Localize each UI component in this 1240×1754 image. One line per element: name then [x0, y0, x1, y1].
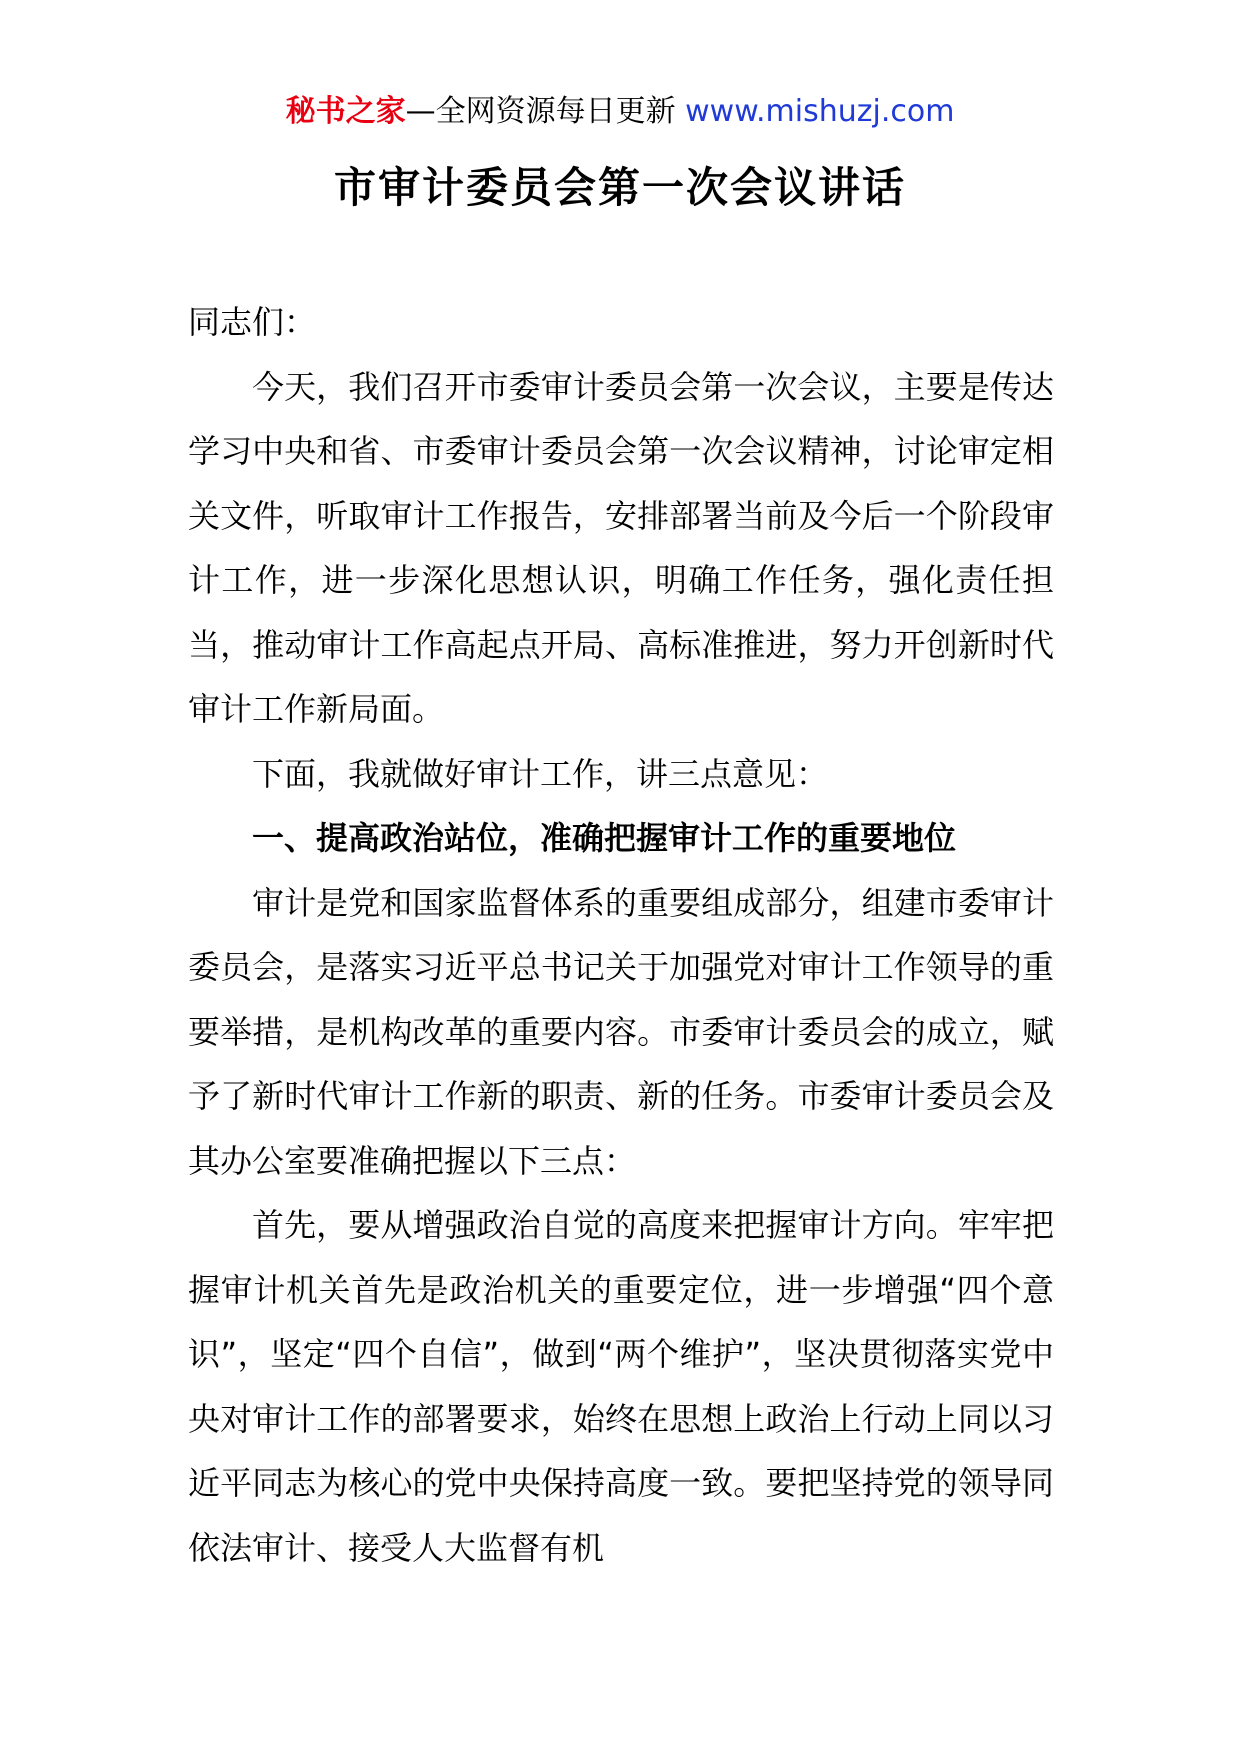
paragraph-section1-body: 审计是党和国家监督体系的重要组成部分，组建市委审计委员会，是落实习近平总书记关于加强党对审计工作领导的重要举措，是机构改革的重要内容。市委审计委员会的成立，赋予了新时代审计工作新的职责、新的任务。市委审计委员会及其办公室要准确把握以下三点：	[188, 883, 1054, 1180]
site-brand: 秘书之家	[285, 94, 406, 129]
paragraph-section1-first-point: 首先，要从增强政治自觉的高度来把握审计方向。牢牢把握审计机关首先是政治机关的重要定位，进一步增强“四个意识”，坚定“四个自信”，做到“两个维护”，坚决贯彻落实党中央对审计工作的部署要求，始终在思想上政治上行动上同以习近平同志为核心的党中央保持高度一致。要把坚持党的领导同依法审计、接受人大监督有机	[188, 1206, 1054, 1567]
section-heading-1: 一、提高政治站位，准确把握审计工作的重要地位	[252, 819, 957, 857]
document-title: 市审计委员会第一次会议讲话	[333, 163, 906, 212]
salutation: 同志们：	[188, 303, 317, 341]
site-header	[0, 92, 1240, 132]
paragraph-outline: 下面，我就做好审计工作，讲三点意见：	[252, 754, 829, 793]
site-tagline: —全网资源每日更新	[405, 94, 686, 129]
paragraph-intro: 今天，我们召开市委审计委员会第一次会议，主要是传达学习中央和省、市委审计委员会第一次会议精神，讨论审定相关文件，听取审计工作报告，安排部署当前及今后一个阶段审计工作，进一步深化思想认识，明确工作任务，强化责任担当，推动审计工作高起点开局、高标准推进，努力开创新时代审计工作新局面。	[188, 367, 1054, 728]
site-url-link[interactable]: www.mishuzj.com	[685, 94, 955, 129]
document-body	[188, 290, 1054, 1580]
